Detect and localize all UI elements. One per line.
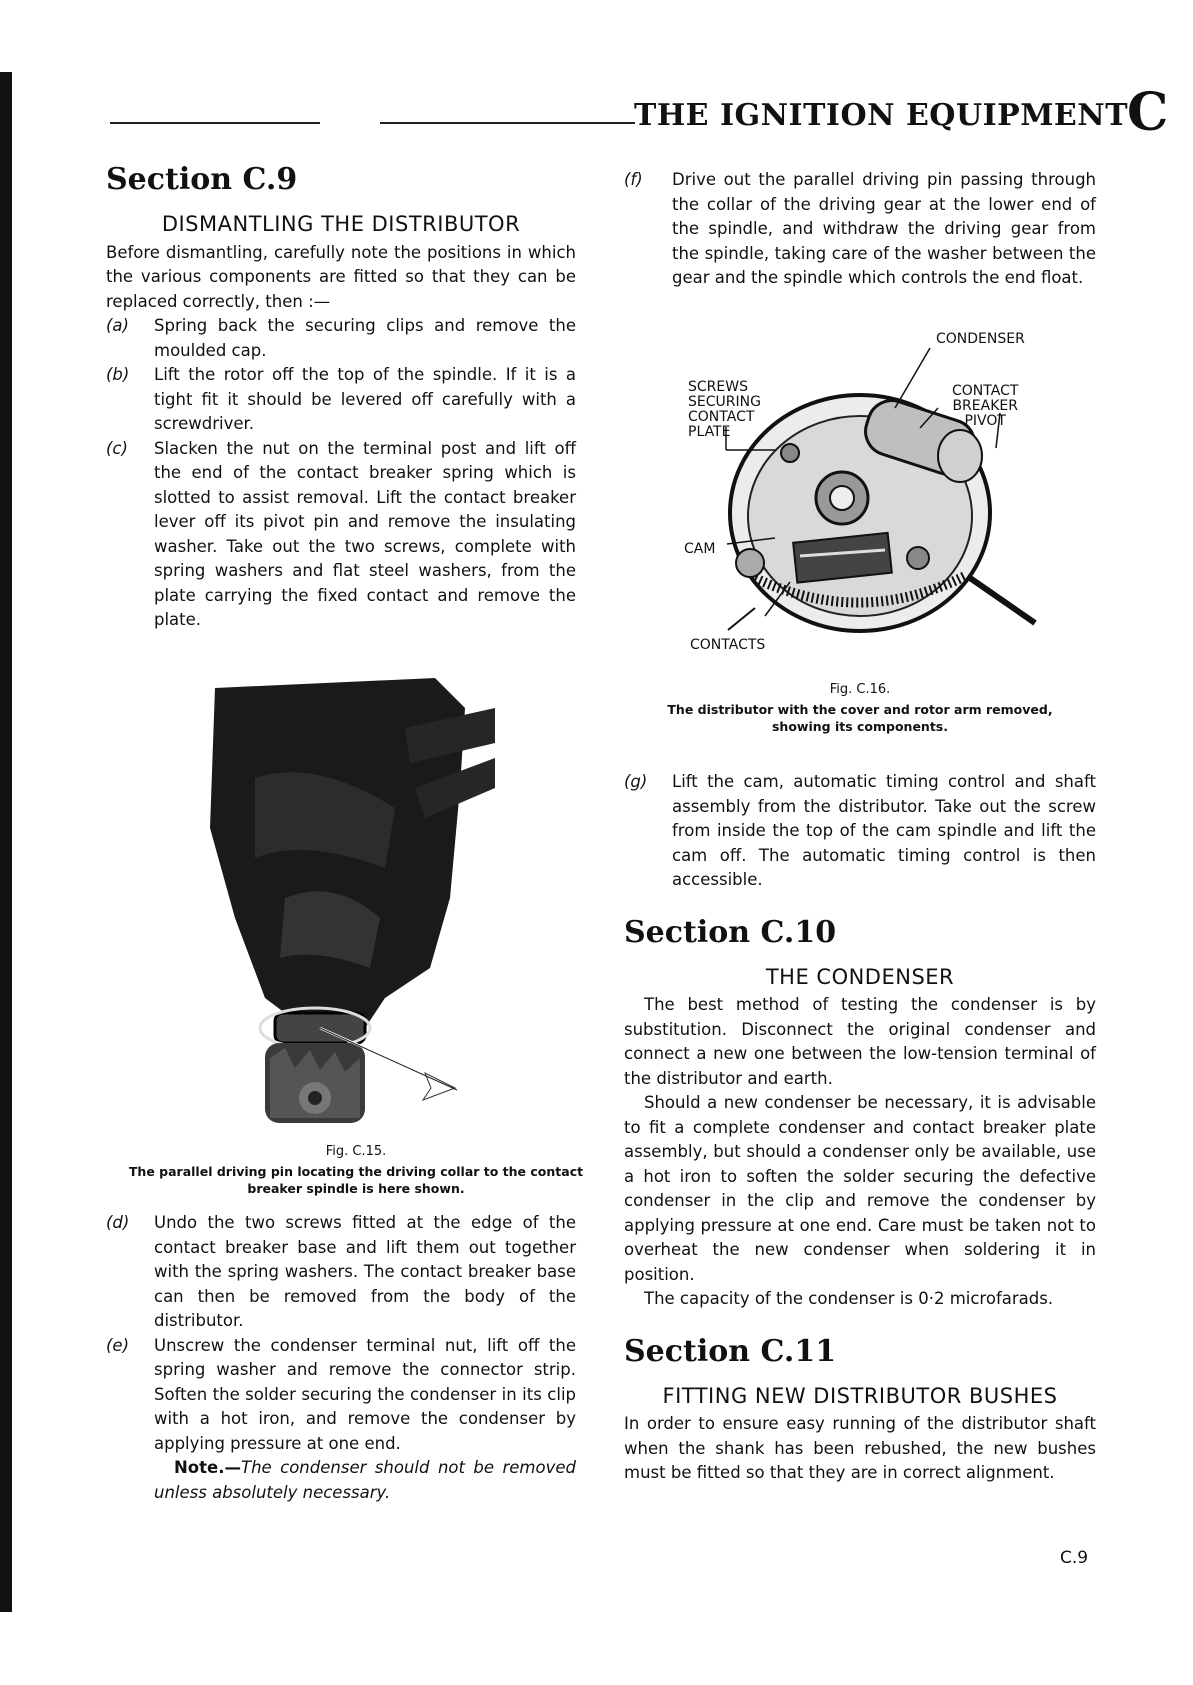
figure-c15-caption: The parallel driving pin locating the driving collar to the contact breaker spindle is here shown. [128,1164,584,1196]
figure-c16-diagram [680,331,1050,678]
left-column-top [106,162,576,633]
section-c10-title: Section C.10 [624,914,837,950]
figure-c15-caption-block [126,1144,586,1198]
item-text: Slacken the nut on the terminal post and lift off the end of the contact breaker spring which is slotted to assist removal. Lift the contact breaker lever off its pivot pin and remove the insulating washer. Take out the two screws, complete with spring washers and flat steel washers, from the plate carrying the fixed contact and remove the plate. [154,438,576,629]
section-c9-subtitle: DISMANTLING THE DISTRIBUTOR [161,212,521,236]
section-c11-title: Section C.11 [624,1333,837,1369]
item-text: Lift the cam, automatic timing control and shaft assembly from the distributor. Take out the screw from inside the top of the cam spindle and lift the cam off. The automatic timing control is then accessible. [672,772,1096,889]
running-header-title: THE IGNITION EQUIPMENT [634,98,1129,133]
figure-c16-number: Fig. C.16. [829,682,891,697]
list-item-e [106,1334,576,1457]
c10-paragraph-3: The capacity of the condenser is 0·2 microfarads. [644,1289,1054,1308]
page-number: C.9 [1060,1548,1089,1568]
item-label: (g) [624,772,648,791]
label-cam: CAM [684,541,716,557]
c9-intro: Before dismantling, carefully note the positions in which the various components are fitted so that they can be replaced correctly, then :— [106,242,576,311]
c10-paragraph-1: The best method of testing the condenser is by substitution. Disconnect the original condenser and connect a new one between the low-tension terminal of the distributor and earth. [624,995,1096,1088]
label-condenser: CONDENSER [936,331,1025,347]
item-label: (d) [106,1213,130,1232]
list-item-b [106,363,576,437]
item-label: (c) [106,438,128,458]
label-contact-breaker-pivot: CONTACT BREAKER PIVOT [952,383,1019,429]
list-item-a [106,314,576,363]
figure-c15-number: Fig. C.15. [325,1144,387,1159]
section-letter: C [1127,82,1169,143]
figure-c16-caption-block [640,682,1080,736]
item-label: (f) [624,170,643,189]
label-contacts: CONTACTS [690,637,766,653]
header-rule-left [110,122,320,124]
list-item-g [624,770,1096,893]
item-text: Unscrew the condenser terminal nut, lift off the spring washer and remove the connector strip. Soften the solder securing the condenser in its clip with a hot iron, and remove the condenser by applying pressure at one end. [154,1335,576,1453]
item-label: (b) [106,365,130,384]
item-text: Spring back the securing clips and remove the moulded cap. [154,316,576,360]
section-c10-subtitle: THE CONDENSER [765,964,955,989]
section-c9-title: Section C.9 [106,162,298,197]
item-text: Drive out the parallel driving pin passing through the collar of the driving gear at the lower end of the spindle, and withdraw the driving gear from the spindle, taking care of the washer between the gear and the spindle which controls the end float. [672,170,1096,287]
figure-c16-caption: The distributor with the cover and rotor arm removed, showing its components. [667,702,1053,734]
header-rule-right [380,122,635,124]
section-c11-subtitle: FITTING NEW DISTRIBUTOR BUSHES [662,1383,1058,1408]
label-screws-securing-contact-plate: SCREWS SECURING CONTACT PLATE [688,379,761,440]
binding-edge [0,72,12,1612]
item-text: Lift the rotor off the top of the spindle. If it is a tight fit it should be levered off carefully with a screwdriver. [154,365,576,433]
note-paragraph [106,1456,576,1505]
right-column-bottom [624,770,1096,1486]
list-item-c [106,437,576,633]
figure-c15-photo [195,668,495,1138]
note-lead: Note.— [174,1458,241,1477]
item-label: (e) [106,1335,130,1355]
item-label: (a) [106,316,129,335]
item-text: Undo the two screws fitted at the edge of the contact breaker base and lift them out together with the spring washers. The contact breaker base can then be removed from the body of the distributor. [154,1213,576,1330]
c10-paragraph-2: Should a new condenser be necessary, it is advisable to fit a complete condenser and contact breaker plate assembly, but should a condenser only be available, use a hot iron to soften the solder securing the defective condenser in the clip and remove the condenser by applying pressure at one end. Care must be taken not to overheat the new condenser when soldering it in position. [624,1093,1096,1284]
right-column-top [624,168,1096,291]
note-text: The condenser should not be removed unless absolutely necessary. [154,1458,576,1502]
left-column-bottom [106,1211,576,1505]
c11-paragraph-1: In order to ensure easy running of the distributor shaft when the shank has been rebushed, the new bushes must be fitted so that they are in correct alignment. [624,1414,1096,1482]
list-item-d [106,1211,576,1334]
list-item-f [624,168,1096,291]
